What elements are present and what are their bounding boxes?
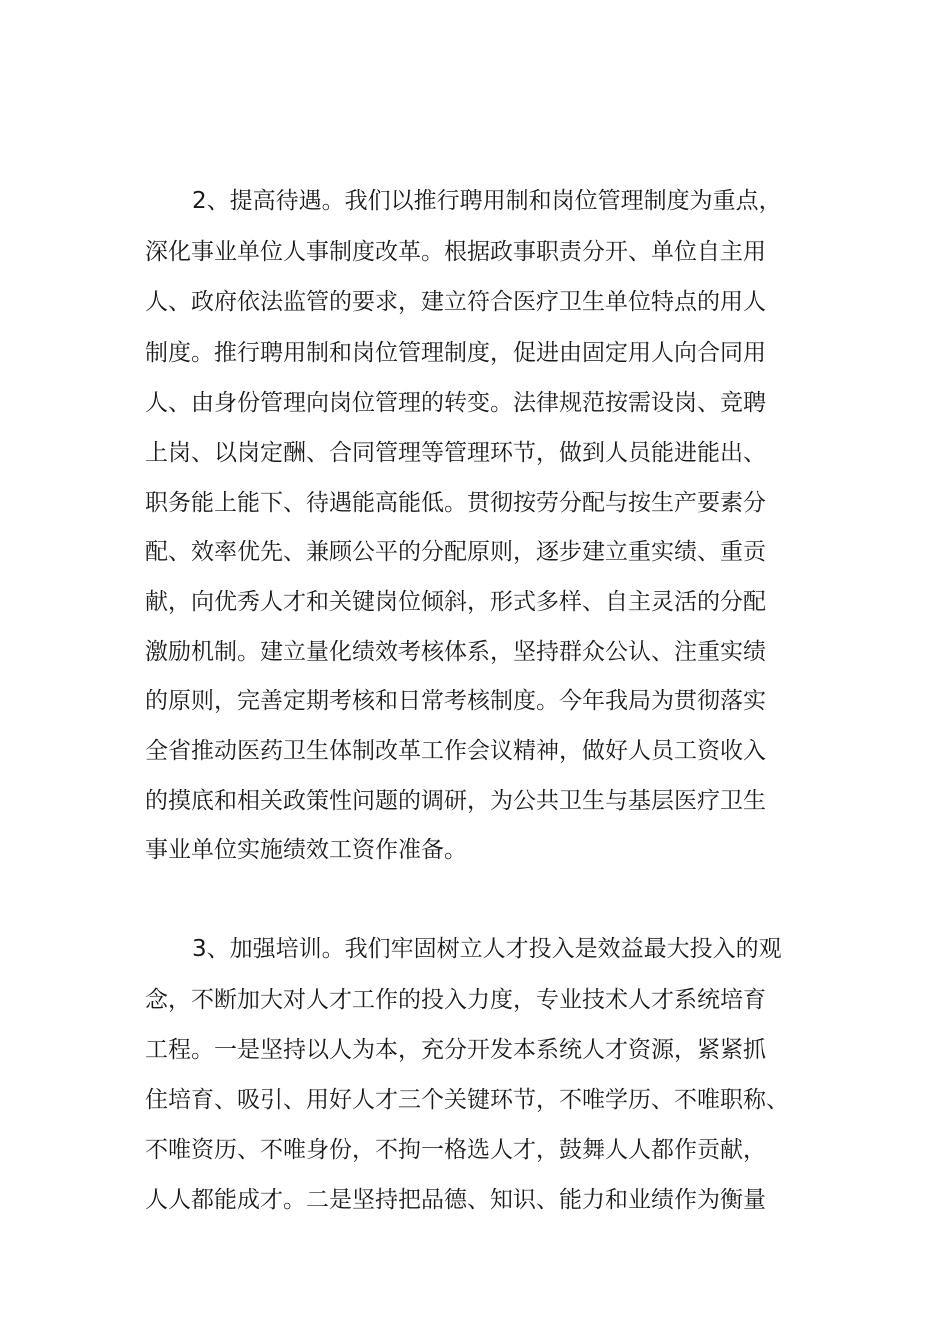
text-line: 工程。一是坚持以人为本，充分开发本系统人才资源，紧紧抓 (145, 1037, 766, 1063)
text-line: 深化事业单位人事制度改革。根据政事职责分开、单位自主用 (145, 239, 766, 265)
text-line: 人人都能成才。二是坚持把品德、知识、能力和业绩作为衡量 (145, 1187, 766, 1213)
text-line: 上岗、以岗定酬、合同管理等管理环节，做到人员能进能出、 (145, 440, 766, 466)
text-line: 事业单位实施绩效工资作准备。 (145, 837, 467, 863)
text-line: 念，不断加大对人才工作的投入力度，专业技术人才系统培育 (145, 987, 766, 1013)
text-line: 制度。推行聘用制和岗位管理制度，促进由固定用人向合同用 (145, 340, 766, 366)
text-line: 3、加强培训。我们牢固树立人才投入是效益最大投入的观 (192, 936, 782, 962)
text-line: 2、提高待遇。我们以推行聘用制和岗位管理制度为重点， (192, 188, 782, 214)
text-line: 配、效率优先、兼顾公平的分配原则，逐步建立重实绩、重贡 (145, 539, 766, 565)
text-line: 人、政府依法监管的要求，建立符合医疗卫生单位特点的用人 (145, 289, 766, 315)
text-line: 激励机制。建立量化绩效考核体系，坚持群众公认、注重实绩 (145, 639, 766, 665)
text-line: 不唯资历、不唯身份，不拘一格选人才，鼓舞人人都作贡献， (145, 1137, 766, 1163)
text-line: 人、由身份管理向岗位管理的转变。法律规范按需设岗、竞聘 (145, 390, 766, 416)
text-line: 的摸底和相关政策性问题的调研，为公共卫生与基层医疗卫生 (145, 788, 766, 814)
text-line: 住培育、吸引、用好人才三个关键环节，不唯学历、不唯职称、 (145, 1087, 789, 1113)
text-line: 献，向优秀人才和关键岗位倾斜，形式多样、自主灵活的分配 (145, 589, 766, 615)
text-line: 职务能上能下、待遇能高能低。贯彻按劳分配与按生产要素分 (145, 490, 766, 516)
text-line: 的原则，完善定期考核和日常考核制度。今年我局为贯彻落实 (145, 688, 766, 714)
text-line: 全省推动医药卫生体制改革工作会议精神，做好人员工资收入 (145, 738, 766, 764)
